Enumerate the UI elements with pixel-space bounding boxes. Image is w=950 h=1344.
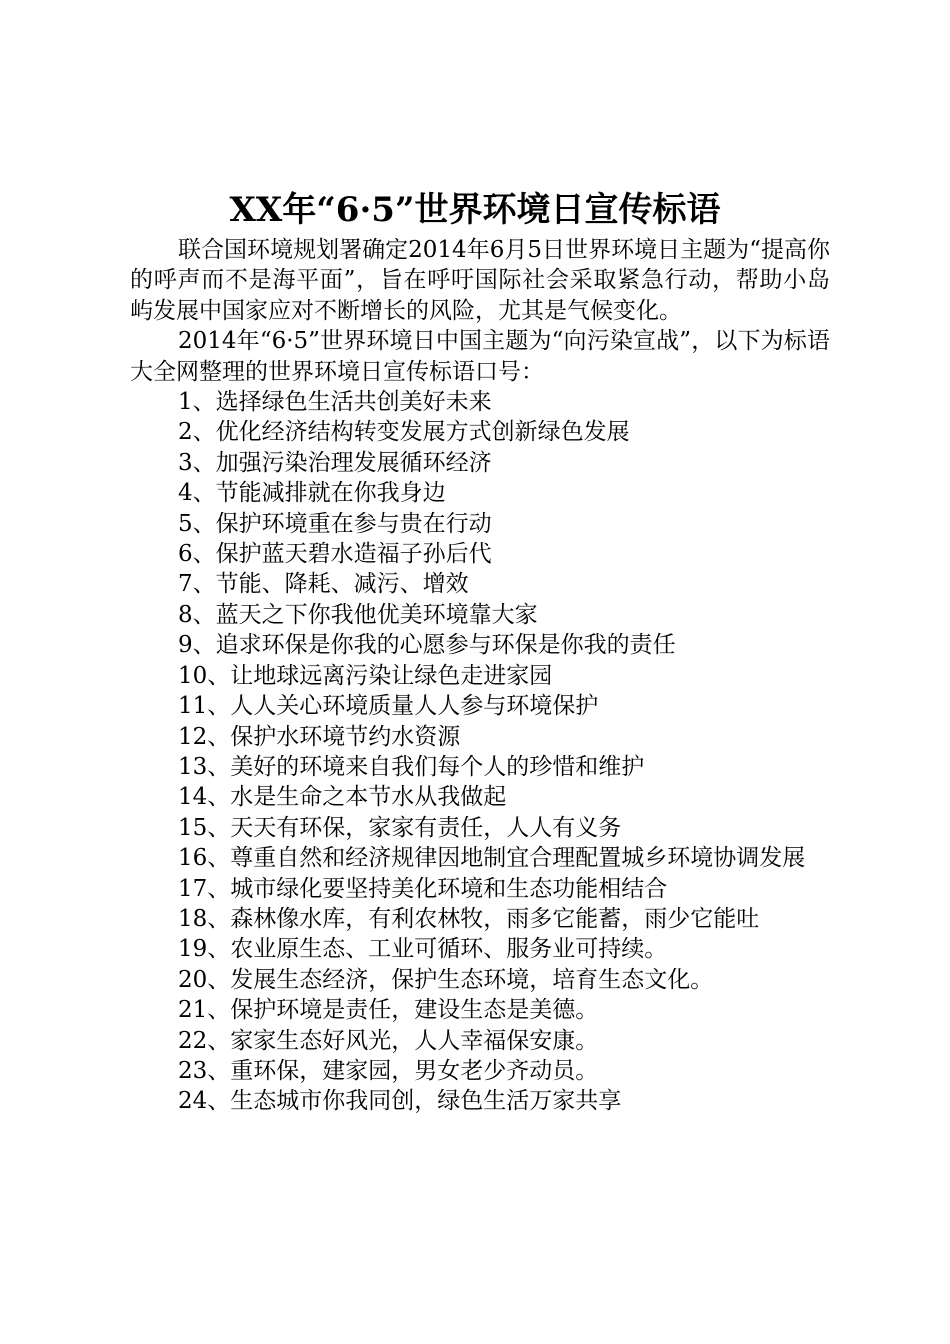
slogan-item: 16、尊重自然和经济规律因地制宜合理配置城乡环境协调发展 — [178, 845, 806, 872]
document-body — [130, 235, 830, 1117]
slogan-item: 18、森林像水库，有利农林牧，雨多它能蓄，雨少它能吐 — [178, 905, 760, 932]
theme-paragraph: 2014年“6·5”世界环境日中国主题为“向污染宣战”，以下为标语大全网整理的世界环境日宣传标语口号： — [130, 328, 830, 385]
document-title: XX年“6·5”世界环境日宣传标语 — [229, 190, 721, 230]
slogan-item: 10、让地球远离污染让绿色走进家园 — [178, 662, 553, 689]
slogan-item: 3、加强污染治理发展循环经济 — [178, 449, 492, 476]
slogan-item: 23、重环保，建家园，男女老少齐动员。 — [178, 1057, 599, 1084]
slogan-item: 22、家家生态好风光，人人幸福保安康。 — [178, 1027, 599, 1054]
slogan-item: 13、美好的环境来自我们每个人的珍惜和维护 — [178, 753, 645, 780]
slogan-item: 20、发展生态经济，保护生态环境，培育生态文化。 — [178, 966, 714, 993]
slogan-item: 14、水是生命之本节水从我做起 — [178, 784, 507, 811]
slogan-item: 2、优化经济结构转变发展方式创新绿色发展 — [178, 419, 630, 446]
slogan-item: 19、农业原生态、工业可循环、服务业可持续。 — [178, 936, 668, 963]
slogan-item: 6、保护蓝天碧水造福子孙后代 — [178, 541, 492, 568]
slogan-list — [130, 387, 830, 1117]
slogan-item: 15、天天有环保，家家有责任，人人有义务 — [178, 814, 622, 841]
slogan-item: 21、保护环境是责任，建设生态是美德。 — [178, 997, 599, 1024]
slogan-item: 12、保护水环境节约水资源 — [178, 723, 461, 750]
slogan-item: 11、人人关心环境质量人人参与环境保护 — [178, 693, 599, 720]
slogan-item: 5、保护环境重在参与贵在行动 — [178, 510, 492, 537]
slogan-item: 9、追求环保是你我的心愿参与环保是你我的责任 — [178, 632, 676, 659]
slogan-item: 1、选择绿色生活共创美好未来 — [178, 389, 492, 416]
slogan-item: 7、节能、降耗、减污、增效 — [178, 571, 469, 598]
slogan-item: 8、蓝天之下你我他优美环境靠大家 — [178, 601, 538, 628]
slogan-item: 17、城市绿化要坚持美化环境和生态功能相结合 — [178, 875, 668, 902]
slogan-item: 4、节能减排就在你我身边 — [178, 480, 446, 507]
intro-paragraph: 联合国环境规划署确定2014年6月5日世界环境日主题为“提高你的呼声而不是海平面”，旨在呼吁国际社会采取紧急行动，帮助小岛屿发展中国家应对不断增长的风险，尤其是气候变化。 — [130, 237, 830, 324]
slogan-item: 24、生态城市你我同创，绿色生活万家共享 — [178, 1088, 622, 1115]
